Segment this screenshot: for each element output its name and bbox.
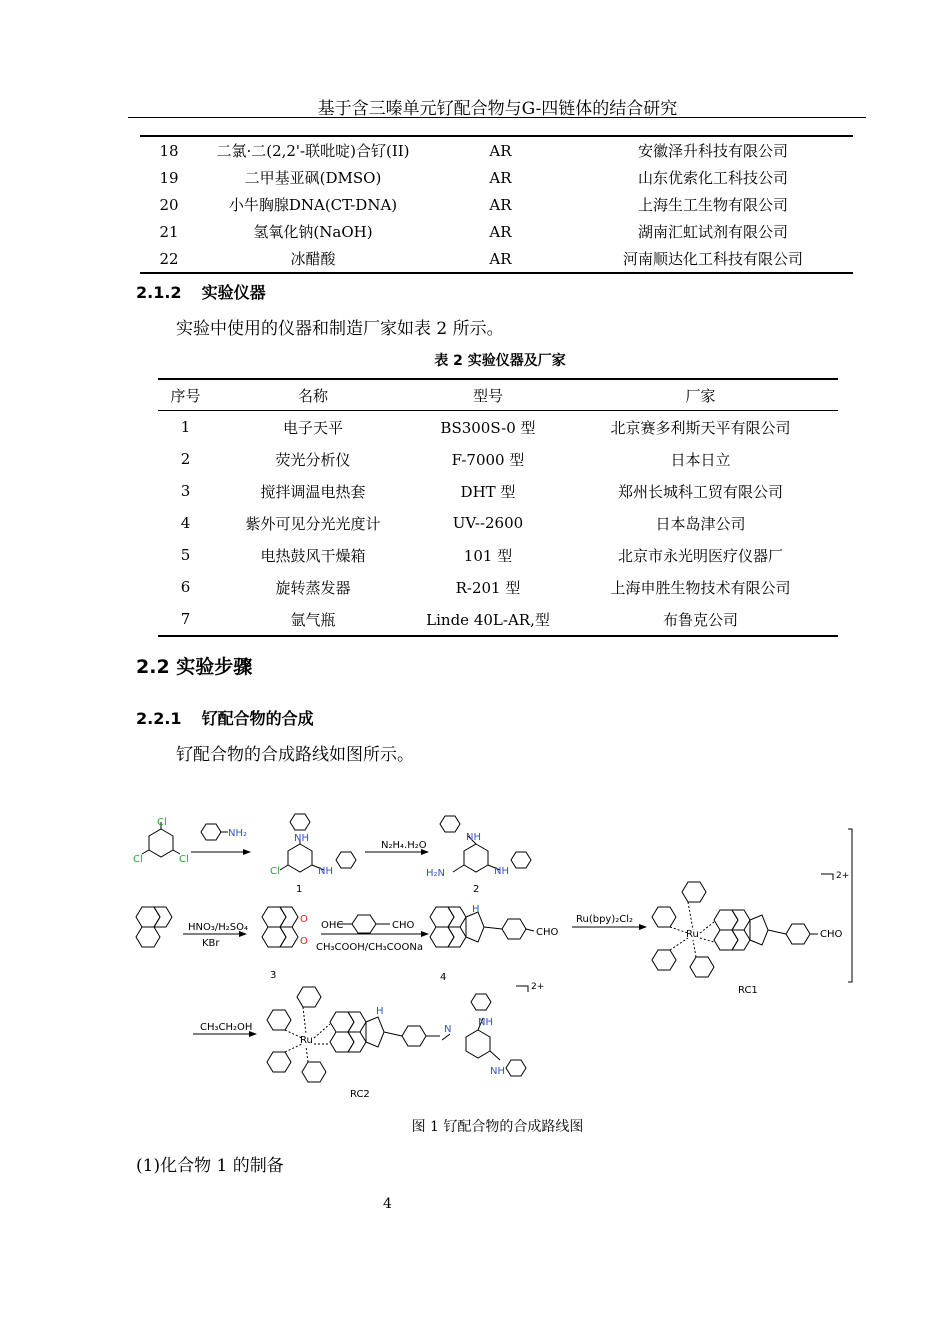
table-cell: 搅拌调温电热套 <box>260 482 366 501</box>
table-cell: 日本岛津公司 <box>655 514 746 533</box>
column-header: 厂家 <box>563 379 838 411</box>
table-row <box>158 443 838 475</box>
cho-label: CHO <box>536 927 559 938</box>
table-cell: 山东优索化工科技公司 <box>637 169 788 187</box>
table-cell: 日本日立 <box>670 450 731 469</box>
table-cell: 旋转蒸发器 <box>275 578 351 597</box>
table-cell: 郑州长城科工贸有限公司 <box>617 482 783 501</box>
compound-1-label: 1 <box>296 884 303 895</box>
rc1-label: RC1 <box>738 985 758 996</box>
nh2-label: NH₂ <box>228 828 248 839</box>
synthesis-scheme <box>128 812 858 1112</box>
table-cell: AR <box>489 195 512 214</box>
reagent-ethanol: CH₃CH₂OH <box>200 1022 253 1033</box>
table-cell: BS300S-0 型 <box>440 418 536 437</box>
compound-4-label: 4 <box>440 972 447 983</box>
h2n-label: H₂N <box>426 868 446 879</box>
table-row <box>158 571 838 603</box>
table-cell: AR <box>489 168 512 187</box>
reagent-kbr: KBr <box>202 938 220 949</box>
table-cell: 布鲁克公司 <box>662 610 738 629</box>
table-cell: Linde 40L-AR,型 <box>426 610 550 629</box>
table-cell: 2 <box>180 450 191 468</box>
section-number: 2.2.1 <box>136 709 182 728</box>
cmpd2-triazine <box>464 844 488 872</box>
instruments-table <box>158 378 838 637</box>
table-row <box>158 603 838 636</box>
compound-3-label: 3 <box>270 970 277 981</box>
nh-label: NH <box>494 866 509 877</box>
table-cell: 21 <box>159 222 179 241</box>
nh-label: NH <box>478 1017 493 1028</box>
nh-label: NH <box>318 866 333 877</box>
table-cell: 22 <box>159 249 179 268</box>
table-cell: 18 <box>159 141 179 160</box>
cl-label: Cl <box>179 854 189 865</box>
column-header: 序号 <box>158 379 213 411</box>
triazine-ring <box>149 829 173 857</box>
table-cell: 北京市永光明医疗仪器厂 <box>617 546 783 565</box>
charge-label: 2+ <box>531 982 545 992</box>
table-cell: 电子天平 <box>282 418 343 437</box>
nh-label: NH <box>490 1066 505 1077</box>
cho-label: CHO <box>820 929 843 940</box>
reagents-table-continued <box>140 135 853 274</box>
cmpd1-triazine <box>288 844 312 872</box>
reagent-hydrazine: N₂H₄.H₂O <box>381 840 427 851</box>
paragraph-compound1: (1)化合物 1 的制备 <box>136 1156 284 1176</box>
table-cell: 紫外可见分光光度计 <box>245 514 381 533</box>
running-header: 基于含三嗪单元钌配合物与G-四链体的结合研究 <box>317 99 678 119</box>
table-cell: 1 <box>180 418 191 436</box>
table-cell: 小牛胸腺DNA(CT-DNA) <box>228 196 398 214</box>
table-cell: 101 型 <box>463 546 513 565</box>
header-rule <box>128 117 866 118</box>
column-header: 型号 <box>413 379 563 411</box>
cl-label: Cl <box>133 854 143 865</box>
table-cell: AR <box>489 222 512 241</box>
table-cell: AR <box>489 141 512 160</box>
o-label: O <box>300 914 308 925</box>
table-cell: 安徽泽升科技有限公司 <box>637 142 788 160</box>
table-cell: 河南顺达化工科技有限公司 <box>622 250 803 268</box>
section-title: 钌配合物的合成 <box>201 709 314 728</box>
table-cell: F-7000 型 <box>451 450 525 469</box>
page-number: 4 <box>383 1196 392 1212</box>
table-cell: 冰醋酸 <box>290 250 336 268</box>
section-heading-2-2: 2.2 实验步骤 <box>136 656 253 678</box>
h-label: H <box>376 1006 384 1017</box>
table-row <box>140 245 853 273</box>
section-heading-2-2-1 <box>136 706 314 729</box>
ru-label: Ru <box>300 1035 313 1046</box>
table-cell: 电热鼓风干燥箱 <box>260 546 366 565</box>
table-cell: 4 <box>180 514 191 532</box>
reagent-cho: CHO <box>392 920 415 931</box>
table-row <box>140 218 853 245</box>
paragraph-synthesis: 钌配合物的合成路线如图所示。 <box>176 745 414 765</box>
synthesis-scheme-figure <box>128 812 858 1112</box>
table-cell: 二甲基亚砜(DMSO) <box>244 169 382 187</box>
o-label: O <box>300 936 308 947</box>
nh-label: NH <box>294 833 309 844</box>
table-row <box>158 539 838 571</box>
table-row <box>140 164 853 191</box>
reagent-acetate: CH₃COOH/CH₃COONa <box>316 942 423 953</box>
reagent-nitration: HNO₃/H₂SO₄ <box>188 922 249 933</box>
table-cell: 7 <box>180 610 191 628</box>
table-cell: 氢氧化钠(NaOH) <box>253 223 373 241</box>
table-row <box>158 411 838 444</box>
table-cell: 20 <box>159 195 179 214</box>
charge-label: 2+ <box>836 871 850 881</box>
section-number: 2.1.2 <box>136 283 182 302</box>
cl-label: Cl <box>157 817 167 828</box>
nh-label: NH <box>466 832 481 843</box>
reagent-ru-bpy: Ru(bpy)₂Cl₂ <box>576 914 634 925</box>
table2-caption: 表 2 实验仪器及厂家 <box>434 353 566 369</box>
table-cell: 上海申胜生物技术有限公司 <box>610 578 791 597</box>
table-cell: 二氯·二(2,2'-联吡啶)合钌(II) <box>216 142 410 160</box>
section-title: 实验仪器 <box>201 283 266 302</box>
table-cell: UV--2600 <box>452 514 524 532</box>
table-cell: 北京赛多利斯天平有限公司 <box>610 418 791 437</box>
aniline-ring <box>201 824 221 840</box>
figure-caption: 图 1 钌配合物的合成路线图 <box>411 1119 584 1135</box>
table-cell: 氩气瓶 <box>290 610 336 629</box>
table-cell: DHT 型 <box>460 482 516 501</box>
cl-label: Cl <box>270 866 280 877</box>
table-cell: 上海生工生物有限公司 <box>637 196 788 214</box>
table-row <box>140 191 853 218</box>
table-cell: 5 <box>180 546 191 564</box>
table-cell: 6 <box>180 578 191 596</box>
rc2-label: RC2 <box>350 1089 370 1100</box>
n-label: N <box>444 1024 452 1035</box>
table-cell: 3 <box>180 482 191 500</box>
table-cell: 湖南汇虹试剂有限公司 <box>637 223 788 241</box>
h-label: H <box>472 904 480 915</box>
table-cell: R-201 型 <box>455 578 521 597</box>
table-cell: 19 <box>159 168 179 187</box>
table-cell: AR <box>489 249 512 268</box>
section-heading-2-1-2 <box>136 280 266 303</box>
ru-label: Ru <box>686 929 699 940</box>
compound-2-label: 2 <box>473 884 480 895</box>
reagent-ohc: OHC <box>321 920 344 931</box>
table-row <box>158 475 838 507</box>
paragraph-instruments: 实验中使用的仪器和制造厂家如表 2 所示。 <box>176 319 504 339</box>
table-cell: 荧光分析仪 <box>275 450 351 469</box>
table-row <box>140 136 853 164</box>
column-header: 名称 <box>213 379 413 411</box>
table-row <box>158 507 838 539</box>
